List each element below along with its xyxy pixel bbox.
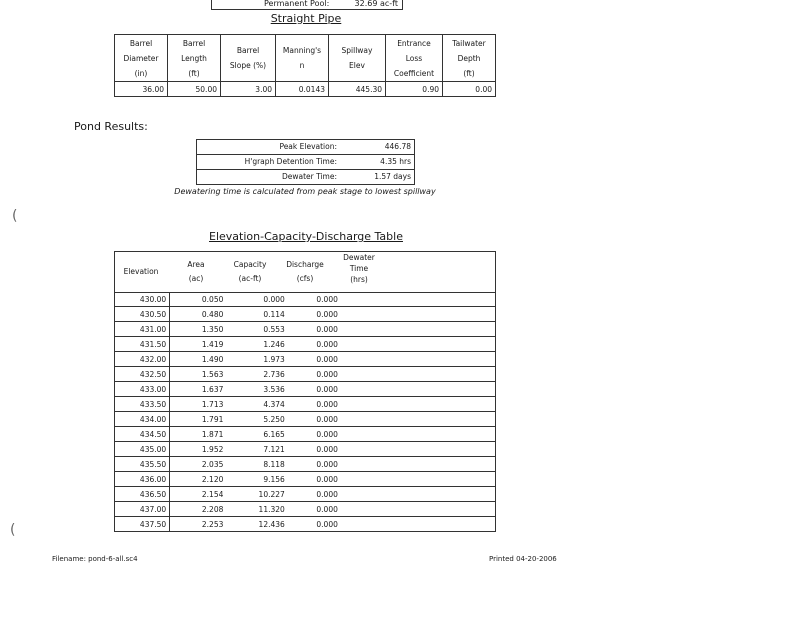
elevation-cell: 436.00 bbox=[114, 472, 170, 487]
permanent-pool-label: Permanent Pool: bbox=[264, 0, 330, 8]
elevation-cell: 434.00 bbox=[114, 412, 170, 427]
entrance-loss-value: 0.90 bbox=[386, 82, 443, 97]
discharge-cell: 0.000 bbox=[288, 412, 341, 427]
area-cell: 1.791 bbox=[170, 412, 227, 427]
elevation-cell: 437.00 bbox=[114, 502, 170, 517]
capacity-cell: 11.320 bbox=[226, 502, 287, 517]
area-cell: 1.490 bbox=[170, 352, 227, 367]
capacity-cell: 7.121 bbox=[226, 442, 287, 457]
permanent-pool-box bbox=[211, 0, 403, 10]
capacity-cell: 1.246 bbox=[226, 337, 287, 352]
discharge-cell: 0.000 bbox=[288, 292, 341, 307]
barrel-length-header: Barrel Length (ft) bbox=[168, 35, 221, 82]
peak-elevation-row bbox=[197, 140, 414, 155]
elevation-cell: 435.50 bbox=[114, 457, 170, 472]
capacity-cell: 8.118 bbox=[226, 457, 287, 472]
barrel-diameter-header: Barrel Diameter (in) bbox=[115, 35, 168, 82]
footer-filename: Filename: pond-6-all.sc4 bbox=[52, 555, 138, 563]
discharge-cell: 0.000 bbox=[288, 457, 341, 472]
dewater-time-row bbox=[197, 170, 414, 184]
straight-pipe-table bbox=[114, 34, 496, 97]
elevation-cell: 430.00 bbox=[114, 292, 170, 307]
permanent-pool-value: 32.69 ac-ft bbox=[354, 0, 398, 8]
ecd-header bbox=[114, 251, 496, 293]
ecd-table-row bbox=[114, 337, 496, 352]
ecd-table-row bbox=[114, 307, 496, 322]
ecd-table-row bbox=[114, 442, 496, 457]
ecd-table-row bbox=[114, 427, 496, 442]
ecd-table-row bbox=[114, 322, 496, 337]
elevation-cell: 433.50 bbox=[114, 397, 170, 412]
elevation-cell: 435.00 bbox=[114, 442, 170, 457]
barrel-length-value: 50.00 bbox=[168, 82, 221, 97]
ecd-table-row bbox=[114, 292, 496, 307]
discharge-cell: 0.000 bbox=[288, 337, 341, 352]
dewater-time-cell bbox=[341, 487, 496, 502]
barrel-slope-header: Barrel Slope (%) bbox=[221, 35, 276, 82]
dewater-time-cell bbox=[341, 292, 496, 307]
dewater-time-header: Dewater Time (hrs) bbox=[343, 253, 375, 284]
ecd-table-row bbox=[114, 472, 496, 487]
area-cell: 0.050 bbox=[170, 292, 227, 307]
ecd-table-row bbox=[114, 457, 496, 472]
capacity-cell: 10.227 bbox=[226, 487, 287, 502]
detention-time-row bbox=[197, 155, 414, 170]
elevation-cell: 431.00 bbox=[114, 322, 170, 337]
elevation-header: Elevation bbox=[123, 267, 159, 276]
capacity-cell: 0.000 bbox=[226, 292, 287, 307]
spillway-elev-header: Spillway Elev bbox=[329, 35, 386, 82]
peak-elevation-value: 446.78 bbox=[384, 142, 411, 151]
discharge-cell: 0.000 bbox=[288, 487, 341, 502]
dewater-time-cell bbox=[341, 442, 496, 457]
ecd-table-row bbox=[114, 487, 496, 502]
ecd-table-row bbox=[114, 502, 496, 517]
straight-pipe-header-row bbox=[115, 35, 496, 82]
detention-time-value: 4.35 hrs bbox=[380, 157, 411, 166]
ecd-table-row bbox=[114, 352, 496, 367]
dewater-time-cell bbox=[341, 472, 496, 487]
dewatering-note: Dewatering time is calculated from peak stage to lowest spillway bbox=[174, 187, 436, 196]
dewater-time-cell bbox=[341, 307, 496, 322]
footer-printed-date: Printed 04-20-2006 bbox=[489, 555, 557, 563]
barrel-slope-value: 3.00 bbox=[221, 82, 276, 97]
elevation-cell: 433.00 bbox=[114, 382, 170, 397]
area-cell: 2.120 bbox=[170, 472, 227, 487]
ecd-table-row bbox=[114, 397, 496, 412]
tailwater-depth-header: Tailwater Depth (ft) bbox=[443, 35, 496, 82]
dewater-time-cell bbox=[341, 367, 496, 382]
discharge-cell: 0.000 bbox=[288, 517, 341, 532]
mannings-n-value: 0.0143 bbox=[276, 82, 329, 97]
discharge-cell: 0.000 bbox=[288, 367, 341, 382]
discharge-cell: 0.000 bbox=[288, 397, 341, 412]
dewater-time-cell bbox=[341, 412, 496, 427]
capacity-cell: 6.165 bbox=[226, 427, 287, 442]
dewater-time-cell bbox=[341, 517, 496, 532]
dewater-time-cell bbox=[341, 382, 496, 397]
elevation-cell: 432.00 bbox=[114, 352, 170, 367]
area-cell: 2.253 bbox=[170, 517, 227, 532]
elevation-cell: 436.50 bbox=[114, 487, 170, 502]
margin-mark-top: ( bbox=[12, 208, 18, 224]
barrel-diameter-value: 36.00 bbox=[115, 82, 168, 97]
ecd-table-title: Elevation-Capacity-Discharge Table bbox=[209, 230, 403, 243]
dewater-time-cell bbox=[341, 502, 496, 517]
capacity-cell: 2.736 bbox=[226, 367, 287, 382]
elevation-cell: 430.50 bbox=[114, 307, 170, 322]
discharge-cell: 0.000 bbox=[288, 352, 341, 367]
pond-results-label: Pond Results: bbox=[74, 120, 148, 133]
ecd-table-row bbox=[114, 367, 496, 382]
discharge-cell: 0.000 bbox=[288, 382, 341, 397]
peak-elevation-label: Peak Elevation: bbox=[279, 142, 337, 151]
elevation-cell: 434.50 bbox=[114, 427, 170, 442]
detention-time-label: H'graph Detention Time: bbox=[244, 157, 337, 166]
area-cell: 1.952 bbox=[170, 442, 227, 457]
capacity-cell: 3.536 bbox=[226, 382, 287, 397]
discharge-cell: 0.000 bbox=[288, 502, 341, 517]
dewater-time-cell bbox=[341, 322, 496, 337]
area-cell: 2.154 bbox=[170, 487, 227, 502]
discharge-cell: 0.000 bbox=[288, 472, 341, 487]
straight-pipe-data-row bbox=[115, 82, 496, 97]
tailwater-depth-value: 0.00 bbox=[443, 82, 496, 97]
ecd-table bbox=[114, 292, 496, 532]
area-header: Area (ac) bbox=[187, 260, 205, 283]
dewater-time-cell bbox=[341, 352, 496, 367]
ecd-table-row bbox=[114, 382, 496, 397]
elevation-cell: 437.50 bbox=[114, 517, 170, 532]
straight-pipe-title: Straight Pipe bbox=[270, 12, 342, 25]
capacity-cell: 5.250 bbox=[226, 412, 287, 427]
area-cell: 2.208 bbox=[170, 502, 227, 517]
dewater-time-cell bbox=[341, 457, 496, 472]
discharge-cell: 0.000 bbox=[288, 427, 341, 442]
capacity-cell: 0.114 bbox=[226, 307, 287, 322]
pond-results-box bbox=[196, 139, 415, 185]
discharge-header: Discharge (cfs) bbox=[286, 260, 324, 283]
capacity-cell: 12.436 bbox=[226, 517, 287, 532]
area-cell: 1.637 bbox=[170, 382, 227, 397]
area-cell: 0.480 bbox=[170, 307, 227, 322]
area-cell: 2.035 bbox=[170, 457, 227, 472]
area-cell: 1.350 bbox=[170, 322, 227, 337]
margin-mark-bottom: ( bbox=[10, 522, 16, 538]
capacity-cell: 4.374 bbox=[226, 397, 287, 412]
spillway-elev-value: 445.30 bbox=[329, 82, 386, 97]
discharge-cell: 0.000 bbox=[288, 442, 341, 457]
dewater-time-label: Dewater Time: bbox=[281, 172, 337, 181]
mannings-n-header: Manning's n bbox=[276, 35, 329, 82]
ecd-table-row bbox=[114, 517, 496, 532]
dewater-time-cell bbox=[341, 397, 496, 412]
elevation-cell: 431.50 bbox=[114, 337, 170, 352]
area-cell: 1.419 bbox=[170, 337, 227, 352]
capacity-cell: 1.973 bbox=[226, 352, 287, 367]
capacity-header: Capacity (ac-ft) bbox=[233, 260, 267, 283]
elevation-cell: 432.50 bbox=[114, 367, 170, 382]
dewater-time-value: 1.57 days bbox=[374, 172, 411, 181]
dewater-time-cell bbox=[341, 427, 496, 442]
capacity-cell: 0.553 bbox=[226, 322, 287, 337]
area-cell: 1.871 bbox=[170, 427, 227, 442]
capacity-cell: 9.156 bbox=[226, 472, 287, 487]
entrance-loss-header: Entrance Loss Coefficient bbox=[386, 35, 443, 82]
discharge-cell: 0.000 bbox=[288, 307, 341, 322]
ecd-table-row bbox=[114, 412, 496, 427]
dewater-time-cell bbox=[341, 337, 496, 352]
area-cell: 1.563 bbox=[170, 367, 227, 382]
discharge-cell: 0.000 bbox=[288, 322, 341, 337]
area-cell: 1.713 bbox=[170, 397, 227, 412]
